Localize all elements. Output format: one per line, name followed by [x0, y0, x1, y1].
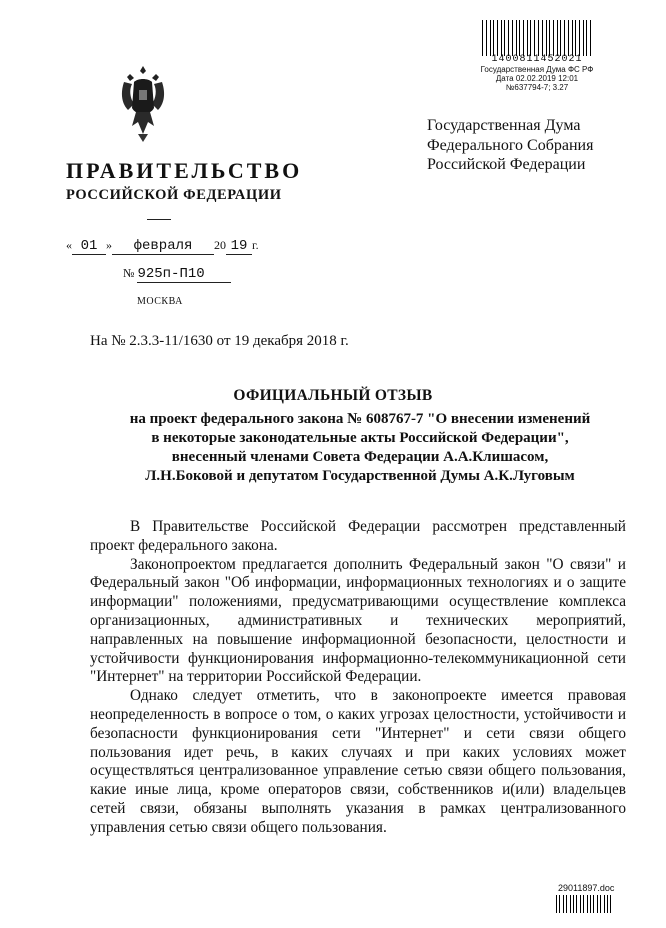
- double-headed-eagle-icon: [116, 64, 170, 144]
- document-title: ОФИЦИАЛЬНЫЙ ОТЗЫВ: [233, 387, 433, 404]
- number-prefix: №: [123, 266, 135, 280]
- barcode-icon: [482, 20, 594, 56]
- city: МОСКВА: [137, 296, 183, 307]
- subtitle-line: на проект федерального закона № 608767-7 "О внесении изменений: [129, 411, 591, 427]
- stamp-reg-number: №637794-7; 3.27: [505, 83, 569, 92]
- date-year-prefix: 20: [214, 238, 226, 252]
- document-number: [123, 266, 231, 283]
- number-value: 925п-П10: [137, 266, 231, 283]
- paragraph: В Правительстве Российской Федерации рассмотрен представленный проект федерального закона.: [90, 518, 626, 554]
- stamp-registrar: Государственная Дума ФС РФ: [480, 65, 594, 74]
- subtitle-line: Л.Н.Боковой и депутатом Государственной Думы А.К.Луговым: [145, 468, 575, 484]
- date-close-quote: »: [106, 238, 112, 252]
- barcode-number: 1400811452021: [491, 54, 583, 65]
- barcode-icon: [556, 895, 614, 913]
- addressee-line: Федерального Собрания: [427, 136, 594, 154]
- date-suffix: г.: [252, 238, 259, 252]
- registration-stamp: [474, 20, 600, 92]
- reference-line: На № 2.3.3-11/1630 от 19 декабря 2018 г.: [90, 333, 349, 349]
- paragraph: Законопроектом предлагается дополнить Федеральный закон "О связи" и Федеральный закон "Об информации, информационных технологиях и о защите информации" положениями, предусматривающими осуществление комплекса организационных, административных и технических мероприятий, направленных на повышение информационной безопасности, целостности и устойчивости функционирования информационно-телекоммуникационной сети "Интернет" на территории Российской Федерации.: [90, 555, 626, 686]
- sender-title: ПРАВИТЕЛЬСТВО: [66, 158, 303, 183]
- file-id: 29011897.doc: [558, 883, 615, 893]
- divider: [147, 219, 171, 220]
- date-year: 19: [226, 238, 252, 255]
- date-day: 01: [72, 238, 106, 255]
- stamp-date: Дата 02.02.2019 12:01: [495, 74, 579, 83]
- date-open-quote: «: [66, 238, 72, 252]
- document-subtitle: [60, 410, 660, 486]
- date-month: февраля: [112, 238, 214, 255]
- addressee-line: Российской Федерации: [427, 156, 586, 173]
- paragraph: Однако следует отметить, что в законопроекте имеется правовая неопределенность в вопросе о том, о каких угрозах целостности, устойчивости и безопасности функционирования сети "Интернет" и сети связи общего пользования идет речь, в каких случаях и при каких условиях может осуществляться централизованное управление сетью связи общего пользования, какие иные лица, кроме операторов связи, собственников и(или) владельцев сетей связи, обязаны выполнять указания в рамках централизованного управления сетью связи общего пользования.: [90, 687, 626, 836]
- document-date: [66, 238, 259, 255]
- sender-subtitle: РОССИЙСКОЙ ФЕДЕРАЦИИ: [66, 187, 282, 203]
- subtitle-line: внесенный членами Совета Федерации А.А.Клишасом,: [171, 449, 549, 465]
- subtitle-line: в некоторые законодательные акты Российской Федерации",: [151, 430, 569, 446]
- body-text: [90, 518, 626, 838]
- addressee: [427, 116, 593, 175]
- addressee-line: Государственная Дума: [427, 117, 581, 134]
